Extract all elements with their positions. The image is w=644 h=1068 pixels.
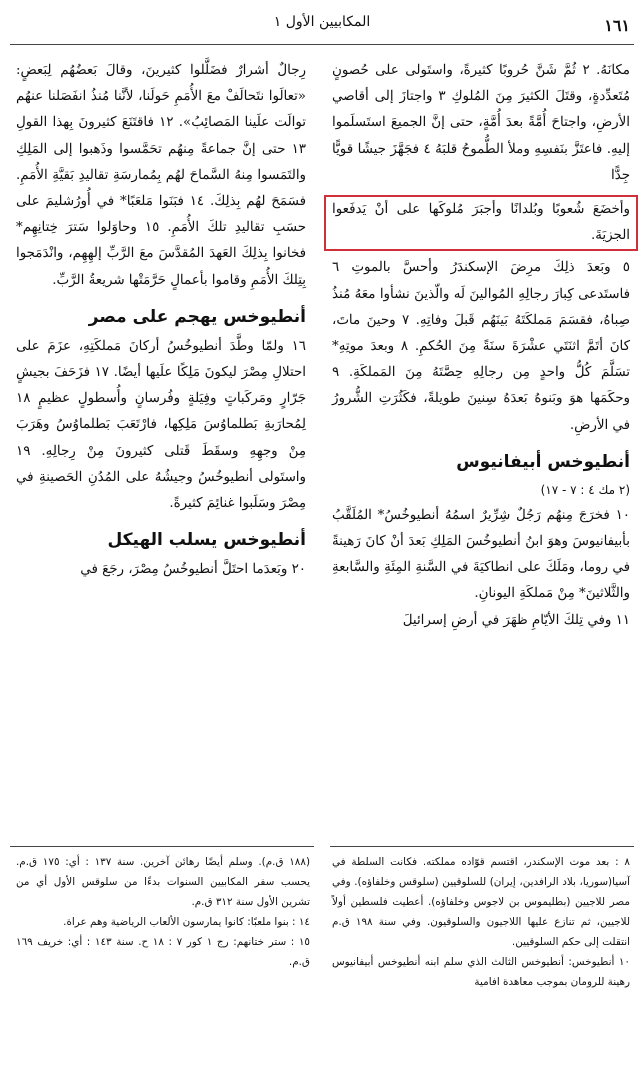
paragraph: ١٦ ولمّا وطَّدَ أنطيوخُسُ أركانَ مَملكَتِهِ، عزَمَ على احتلالِ مِصْرَ ليكونَ مَلِكًا علَيها أيضًا. ١٧ فزَحَفَ بجيشٍ جَرّارٍ ومَركَباتٍ وفِيَلةٍ وفُرسانٍ وأُسطولٍ عظيمٍ ١٨ لِمُحارَبةِ بَطلماوُسَ مَلِكِها، فارْتَعَبَ بَطلماوُسُ وهَرَبَ مِنْ وجهِهِ وسقَطَ قَتلى كثيرونَ مِنْ رِجالِهِ. ١٩ واستَولى أنطيوخُسُ وجيشُهُ على المُدُنِ الحَصينةِ في مِصْرَ وسَلَبوا غنائِمَ كثيرةً.: [16, 338, 306, 512]
footnotes-right: [332, 852, 630, 992]
footnote: ١٤ : بنوا ملعبًا: كانوا يمارسون الألعاب الرياضية وهم عراة.: [63, 916, 310, 928]
highlighted-text: وأخضَعَ شُعوبًا وبُلدانًا وأجبَرَ مُلوكَها على أنْ يَدفَعوا الجزيَةَ.: [332, 202, 630, 244]
section-heading: أنطيوخس يهجم على مصر: [88, 306, 306, 327]
footnote-rule-left: [10, 846, 314, 847]
section-heading: أنطيوخس يسلب الهيكل: [107, 530, 306, 551]
paragraph: رِجالٌ أشرارٌ فضَلَّلوا كثيرينَ، وقالَ بَعضُهُم لِبَعضٍ: «تعالَوا نتَحالَفْ معَ الأُمَمِ حَولَنا، لأنَّنا مُنذُ انفَصَلنا عنهُم توالَت علَينا المَصائِبُ». ١٢ فاقتَنَعَ كثيرونَ بِهذا القولِ ١٣ حتى إنَّ جماعةً مِنهُم تحَمَّسوا وذَهبوا إلى المَلِكِ والتَمَسوا مِنهُ السَّماحَ لهُم بِمُمارسَةِ تقاليدِ بَقيَّةِ الأُمَمِ. فسَمَحَ لهُم بِذلِكَ. ١٤ فبَنَوا مَلعَبًا* في أُورُشليمَ على حسَبِ تقاليدِ تلكَ الأُمَمِ. ١٥ وحاوَلوا سَترَ خِتانِهِم* فخانوا بِذلِكَ العَهدَ المُقدَّسَ معَ الرَّبِّ إلهِهِم، وانْدَمَجوا بِتِلكَ الأُمَمِ وقاموا بأعمالٍ حَرَّمَتْها شريعةُ الرَّبِّ.: [16, 63, 306, 288]
right-column: [332, 58, 630, 634]
paragraph: مكانَهُ. ٢ ثُمَّ شَنَّ حُروبًا كثيرةً، واستَولى على حُصونٍ مُتَعدِّدةٍ، وقتَلَ الكثيرَ مِنَ المُلوكِ ٣ واجتازَ إلى أقاصي الأرضِ، واجتاحَ أُمَّةً بعدَ أُمَّةٍ، حتى إنَّ الجميعَ استَسلَموا إليهِ. فاعتَزَّ بنَفسِهِ وملأ الطُّموحُ قلبَهُ ٤ فجَهَّزَ جيشًا قويًّا جِدًّا: [332, 63, 631, 183]
footnote: ١٠ أنطيوخس: أنطيوخس الثالث الذي سلم ابنه أنطيوخس أبيفانيوس رهينة للرومان بموجب معاهدة افامية: [332, 956, 630, 988]
header-rule: [10, 44, 634, 45]
footnote: ١٥ : ستر ختانهم: رج ١ كور ٧ : ١٨ ح. سنة ١٤٣ : أي: خريف ١٦٩ ق.م.: [16, 936, 310, 968]
footnote: (١٨٨ ق.م). وسلم أيضًا رهائن آخرين. سنة ١٣٧ : أي: ١٧٥ ق.م. يحسب سفر المكابيين السنوات بدءًا من سلوقس الأول أي من تشرين الأول سنة ٣١٢ ق.م.: [16, 856, 311, 908]
footnote-rule-right: [330, 846, 634, 847]
running-title: المكابيين الأول ١: [273, 14, 371, 30]
footnote: ٨ : بعد موت الإسكندر، اقتسم قوّاده مملكته. فكانت السلطة في آسيا(سوريا، بلاد الرافدين، إيران) للسلوقيين (سلوقس وخلفاؤه). وفي مصر للاجيين (بطليموس بن لاجوس وخلفاؤه). أعطيت فلسطين أولاً للاجيين، ثم تنازع عليها اللاجيون والسلوقيون. وفي سنة ١٩٨ ق.م انتقلت إلى حكم السلوقيين.: [332, 856, 630, 948]
left-column: [16, 58, 306, 583]
cross-reference: (٢ مك ٤ : ٧ - ١٧): [540, 482, 630, 497]
paragraph: ٥ وبَعدَ ذلِكَ مرِضَ الإسكندَرُ وأحسَّ بالموتِ ٦ فاستَدعى كِبارَ رجالِهِ المُوالينَ لَه والّذينَ نشأوا معَهُ مُنذُ صِباهُ، فقسَمَ مَملكَتَهُ بَينَهُم قَبلَ وفاتِهِ. ٧ وحينَ ماتَ، كانَ أتَمَّ اثنَتَي عشْرَةَ سنَةً مِنَ الحُكمِ. ٨ وبعدَ موتِهِ* تسَلَّمَ كُلُّ واحدٍ مِن رجالِهِ حِصَّتَهُ مِنَ المَملكَةِ. ٩ وحكَمَها هوَ وبَنوهُ بَعدَهُ سِنينَ طويلةً، فكَثُرَتِ الشُّرورُ في الأرضِ.: [332, 260, 630, 433]
footnotes-left: [16, 852, 310, 972]
section-heading: أنطيوخس أبيفانيوس: [456, 451, 630, 472]
page-number: ١٦١: [604, 15, 630, 35]
paragraph: ٢٠ وبَعدَما احتَلَّ أنطيوخُسُ مِصْرَ، رجَعَ في: [80, 562, 306, 578]
page-header: [14, 8, 630, 42]
paragraph: ١١ وفي تِلكَ الأيّامِ ظهَرَ في أرضِ إسرائيلَ: [402, 612, 630, 628]
highlight-box: [324, 195, 638, 251]
paragraph: ١٠ فخرَجَ مِنهُم رَجُلٌ شِرِّيرٌ اسمُهُ أنطيوخُسُ* المُلَقَّبُ بأبيفانيوسَ وهوَ ابنُ أنطيوخُسَ المَلِكِ بَعدَ أنْ كانَ رَهينةً في روما، ومَلَكَ على انطاكيَةَ في السَّنةِ المِئَةِ والسَّابعةِ والثَّلاثينَ* مِنْ مَملكَةِ اليونانِ.: [332, 507, 630, 602]
